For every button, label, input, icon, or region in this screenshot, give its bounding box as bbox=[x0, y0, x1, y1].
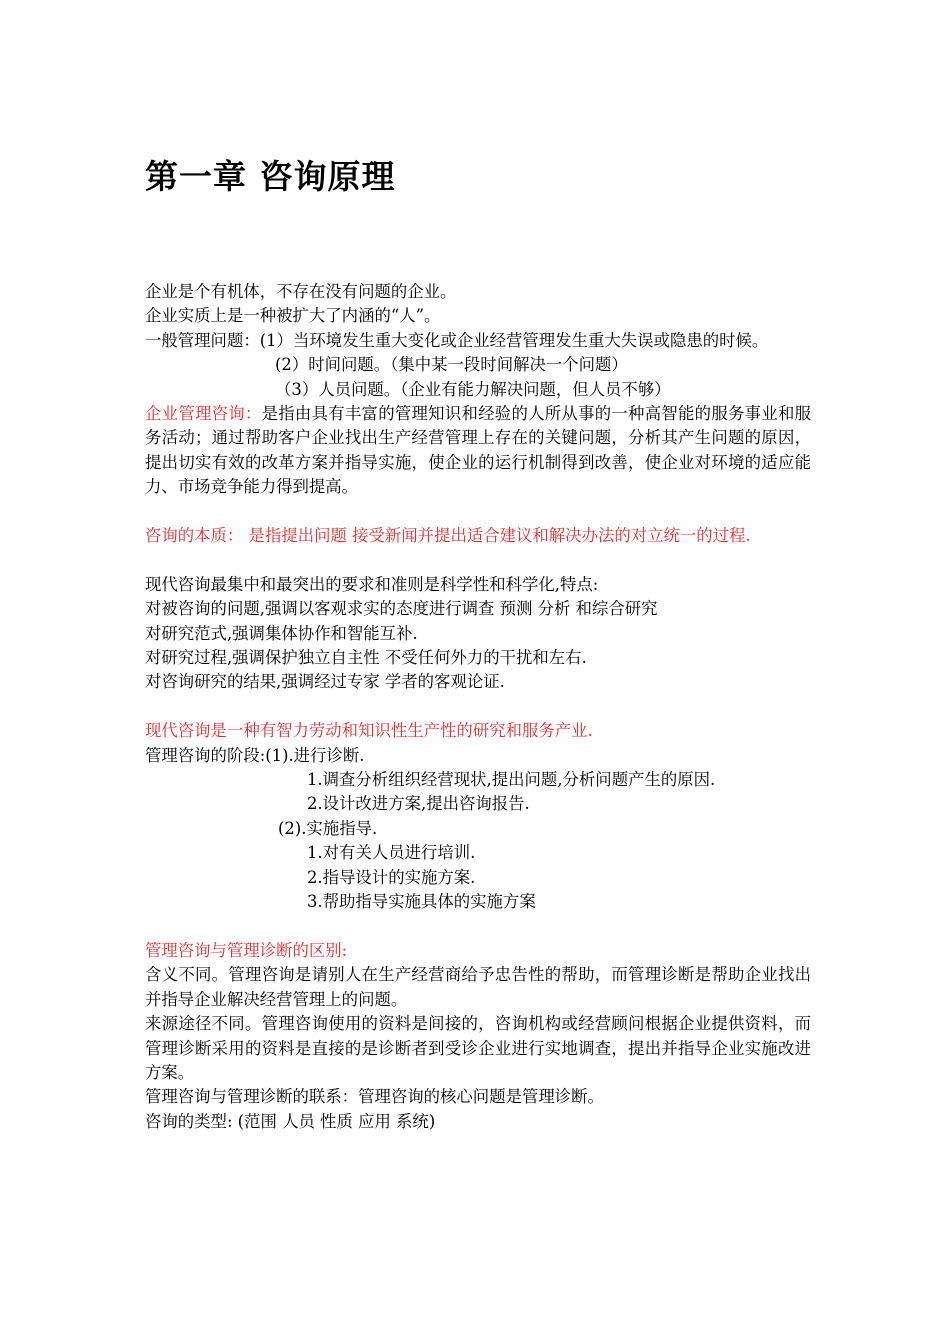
list-item: 1.对有关人员进行培训. bbox=[307, 843, 476, 863]
section-heading: 现代咨询是一种有智力劳动和知识性生产性的研究和服务产业. bbox=[145, 721, 593, 741]
paragraph: 一般管理问题：(1）当环境发生重大变化或企业经营管理发生重大失误或隐患的时候。 bbox=[145, 330, 769, 350]
list-item: (2）时间问题。（集中某一段时间解决一个问题） bbox=[275, 355, 628, 375]
paragraph: 现代咨询最集中和最突出的要求和准则是科学性和科学化,特点: bbox=[145, 574, 599, 594]
chapter-title: 第一章 咨询原理 bbox=[145, 157, 396, 196]
list-item: 对咨询研究的结果,强调经过专家 学者的客观论证. bbox=[145, 672, 505, 692]
paragraph: 企业实质上是一种被扩大了内涵的“人”。 bbox=[145, 306, 441, 326]
list-item: （3）人员问题。（企业有能力解决问题，但人员不够） bbox=[275, 379, 671, 399]
definition-text: 是指由具有丰富的管理知识和经验的人所从事的一种高智能的服务事业和服务活动；通过帮助客户企业找出生产经营管理上存在的关键问题，分析其产生问题的原因，提出切实有效的改革方案并指导实施，使企业的运行机制得到改善，使企业对环境的适应能力、市场竞争能力得到提高。 bbox=[145, 404, 812, 497]
list-item: 对研究范式,强调集体协作和智能互补. bbox=[145, 623, 418, 643]
list-item: 2.设计改进方案,提出咨询报告. bbox=[307, 794, 530, 814]
list-item: 1.调查分析组织经营现状,提出问题,分析问题产生的原因. bbox=[307, 770, 716, 790]
definition-paragraph bbox=[145, 402, 811, 500]
list-item: 3.帮助指导实施具体的实施方案 bbox=[307, 892, 536, 912]
essence-heading: 咨询的本质： 是指提出问题 接受新闻并提出适合建议和解决办法的对立统一的过程. bbox=[145, 526, 751, 546]
document-body bbox=[145, 280, 811, 1134]
paragraph: 含义不同。管理咨询是请别人在生产经营商给予忠告性的帮助，而管理诊断是帮助企业找出并指导企业解决经营管理上的问题。 bbox=[145, 965, 811, 1009]
section-heading: 管理咨询与管理诊断的区别: bbox=[145, 940, 348, 960]
list-item: 对研究过程,强调保护独立自主性 不受任何外力的干扰和左右. bbox=[145, 648, 587, 668]
paragraph: 管理咨询的阶段:(1).进行诊断. bbox=[145, 745, 365, 765]
list-item: (2).实施指导. bbox=[278, 818, 378, 838]
list-item: 对被咨询的问题,强调以客观求实的态度进行调查 预测 分析 和综合研究 bbox=[145, 599, 658, 619]
paragraph: 管理咨询与管理诊断的联系：管理咨询的核心问题是管理诊断。 bbox=[145, 1087, 604, 1107]
paragraph: 企业是个有机体，不存在没有问题的企业。 bbox=[145, 282, 457, 301]
paragraph: 咨询的类型: (范围 人员 性质 应用 系统) bbox=[145, 1111, 436, 1131]
paragraph: 来源途径不同。管理咨询使用的资料是间接的，咨询机构或经营顾问根据企业提供资料，而管理诊断采用的资料是直接的是诊断者到受诊企业进行实地调查，提出并指导企业实施改进方案。 bbox=[145, 1014, 811, 1082]
term-label: 企业管理咨询： bbox=[145, 404, 262, 424]
list-item: 2.指导设计的实施方案. bbox=[307, 867, 476, 887]
